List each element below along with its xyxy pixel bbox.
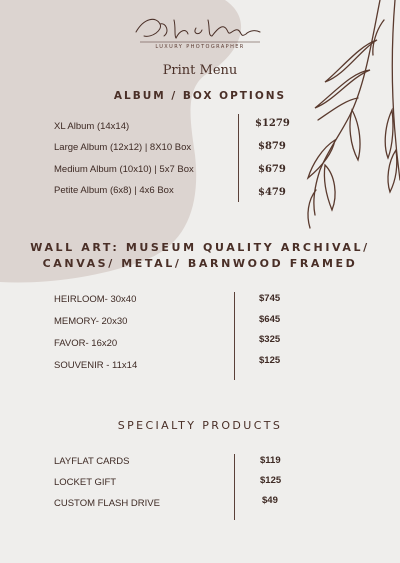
logo-tagline: LUXURY PHOTOGRAPHER	[155, 44, 245, 50]
list-item-name: LAYFLAT CARDS	[54, 456, 130, 467]
list-item-name: Large Album (12x12) | 8X10 Box	[54, 142, 192, 153]
price-divider	[238, 114, 239, 202]
section-heading-wall-art	[0, 240, 400, 272]
list-item-name: CUSTOM FLASH DRIVE	[54, 498, 160, 509]
list-item-price: $125	[260, 475, 282, 486]
list-item-name: MEMORY- 20x30	[54, 316, 128, 327]
price-divider	[234, 454, 235, 520]
list-item-name: FAVOR- 16x20	[54, 338, 118, 349]
list-item-price: $479	[258, 187, 286, 198]
list-item-price: $745	[259, 293, 281, 304]
list-item-price: $645	[259, 314, 281, 325]
list-item-name: SOUVENIR - 11x14	[54, 360, 138, 371]
list-item-price: $119	[260, 455, 281, 466]
list-item-name: LOCKET GIFT	[54, 477, 117, 488]
page-title: Print Menu	[162, 63, 238, 78]
list-item-price: $49	[262, 495, 278, 506]
list-item-price: $879	[258, 141, 286, 152]
wall-art-heading-line1: WALL ART: MUSEUM QUALITY ARCHIVAL/	[30, 241, 370, 254]
section-heading-album: ALBUM / BOX OPTIONS	[113, 90, 287, 102]
list-item-name: Medium Album (10x10) | 5x7 Box	[54, 164, 194, 175]
list-item-name: XL Album (14x14)	[54, 121, 130, 132]
signature-logo	[130, 10, 270, 48]
list-item-name: HEIRLOOM- 30x40	[54, 294, 137, 305]
list-item-price: $679	[258, 164, 286, 175]
list-item-price: $125	[259, 355, 281, 366]
wall-art-heading-line2: CANVAS/ METAL/ BARNWOOD FRAMED	[42, 257, 358, 270]
price-divider	[234, 292, 235, 380]
botanical-vine-icon	[280, 0, 400, 240]
list-item-price: $325	[259, 334, 281, 345]
list-item-name: Petite Album (6x8) | 4x6 Box	[54, 185, 174, 196]
list-item-price: $1279	[255, 118, 290, 129]
section-heading-specialty: SPECIALTY PRODUCTS	[117, 419, 283, 432]
